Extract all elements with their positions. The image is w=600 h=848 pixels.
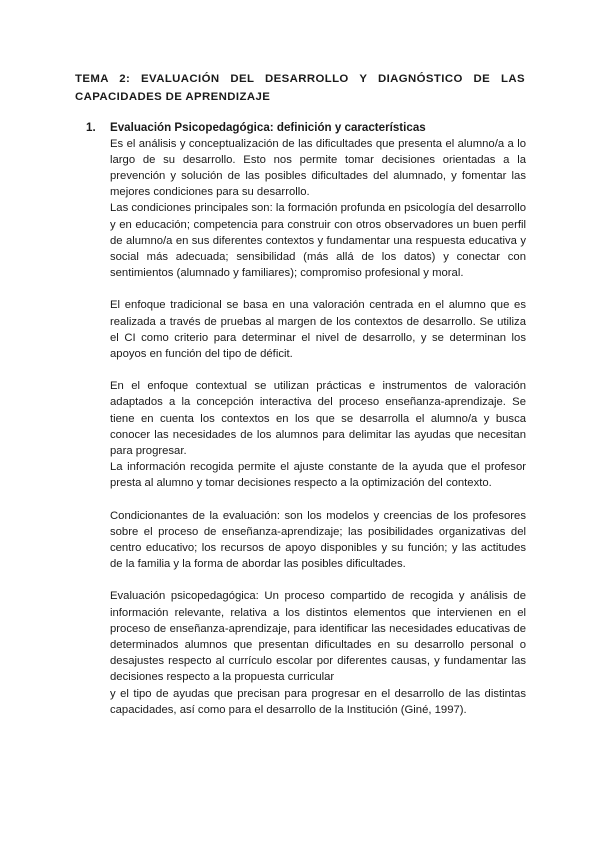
paragraph-contextual-approach: En el enfoque contextual se utilizan prácticas e instrumentos de valoración adaptados a la concepción interactiva del proceso enseñanza-aprendizaje. Se tiene en cuenta los contextos en los que se desarrolla el alumno/a y busca conocer las necesidades de los alumnos para delimitar las ayudas que necesitan para progresar.	[110, 380, 526, 457]
section-number: 1.	[86, 121, 96, 134]
paragraph-traditional-approach: El enfoque tradicional se basa en una valoración centrada en el alumno que es realizada a través de pruebas al margen de los contextos de desarrollo. Se utiliza el CI como criterio para determinar el nivel de desarrollo, y se determinan los apoyos en función del tipo de déficit.	[110, 299, 526, 360]
section-heading	[86, 120, 526, 136]
document-title: TEMA 2: EVALUACIÓN DEL DESARROLLO Y DIAGNÓSTICO DE LAS CAPACIDADES DE APRENDIZAJE	[75, 73, 525, 103]
paragraph-definition: Es el análisis y conceptualización de las dificultades que presenta el alumno/a a lo largo de su desarrollo. Esto nos permite tomar decisiones orientadas a la prevención y solución de las posibles dificultades del alumnado, y fomentar las mejores condiciones para su desarrollo.	[110, 137, 526, 199]
paragraph-information-adjustment: La información recogida permite el ajuste constante de la ayuda que el profesor presta al alumno y tomar decisiones respecto a la optimización del contexto.	[110, 461, 526, 490]
section-1	[86, 120, 526, 718]
paragraph-support-types: y el tipo de ayudas que precisan para progresar en el desarrollo de las distintas capacidades, así como para el desarrollo de la Institución (Giné, 1997).	[110, 687, 526, 716]
paragraph-conditions: Las condiciones principales son: la formación profunda en psicología del desarrollo y en educación; competencia para construir con otros observadores un buen perfil de alumno/a en sus diferentes contextos y fundamentar una respuesta educativa y social más adecuada; sensibilidad (más allá de los datos) y conectar con sentimientos (alumnado y familiares); compromiso profesional y moral.	[110, 202, 526, 280]
paragraph-evaluation-conditions: Condicionantes de la evaluación: son los modelos y creencias de los profesores sobre el proceso de enseñanza-aprendizaje; las posibilidades organizativas del centro educativo; los recursos de apoyo disponibles y su función; y las actitudes de la familia y la forma de abordar las posibles dificultades.	[110, 509, 526, 571]
section-heading-text: Evaluación Psicopedagógica: definición y características	[110, 121, 426, 134]
section-body	[110, 136, 526, 719]
paragraph-psychopedagogical-evaluation: Evaluación psicopedagógica: Un proceso compartido de recogida y análisis de información relevante, relativa a los distintos elementos que intervienen en el proceso de enseñanza-aprendizaje, para identificar las necesidades educativas de determinados alumnos que presentan dificultades en su desarrollo personal o desajustes respecto al currículo escolar por diferentes causas, y fundamentar las decisiones respecto a la propuesta curricular	[110, 590, 526, 684]
